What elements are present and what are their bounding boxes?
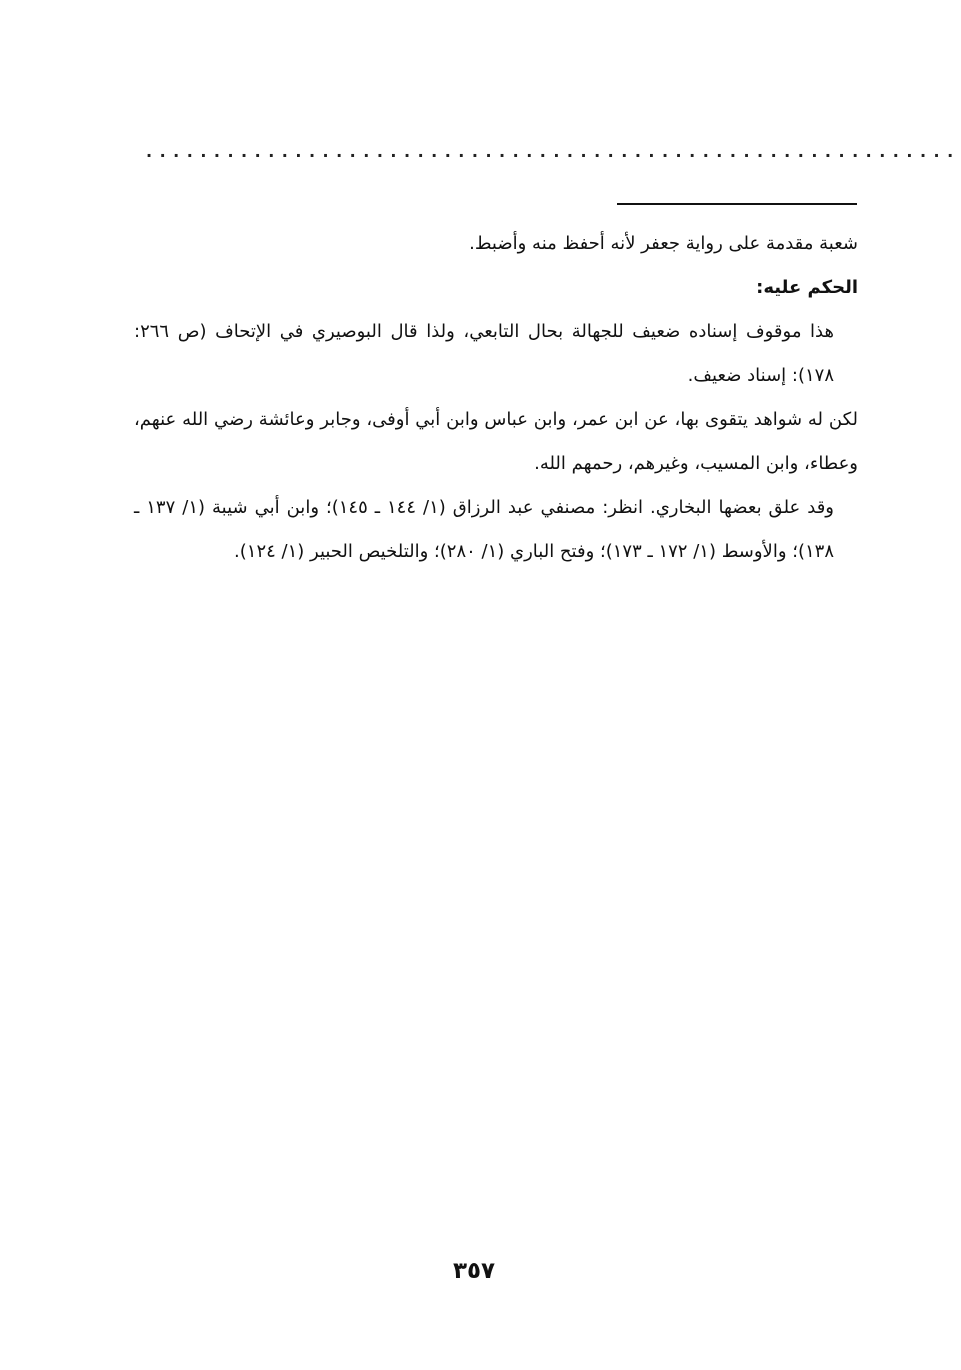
page-number: ٣٥٧ bbox=[452, 1258, 496, 1284]
footnote-rule bbox=[617, 203, 857, 205]
footnote-text bbox=[134, 222, 858, 574]
supporting-evidence-paragraph: لكن له شواهد يتقوى بها، عن ابن عمر، وابن عباس وابن أبي أوفى، وجابر وعائشة رضي الله عنهم، وعطاء، وابن المسيب، وغيرهم، رحمهم الله. bbox=[134, 409, 858, 474]
references-paragraph: وقد علق بعضها البخاري. انظر: مصنفي عبد الرزاق (١/ ١٤٤ ـ ١٤٥)؛ وابن أبي شيبة (١/ ١٣٧ ـ ١٣٨)؛ والأوسط (١/ ١٧٢ ـ ١٧٣)؛ وفتح الباري (١/ ٢٨٠)؛ والتلخيص الحبير (١/ ١٢٤). bbox=[134, 497, 835, 562]
ruling-heading: الحكم عليه: bbox=[756, 277, 858, 298]
dotted-separator: ............................................................ bbox=[146, 142, 961, 161]
ruling-paragraph: هذا موقوف إسناده ضعيف للجهالة بحال التابعي، ولذا قال البوصيري في الإتحاف (ص ٢٦٦: ١٧٨): إسناد ضعيف. bbox=[134, 321, 834, 386]
footnote-line: شعبة مقدمة على رواية جعفر لأنه أحفظ منه وأضبط. bbox=[469, 233, 858, 254]
